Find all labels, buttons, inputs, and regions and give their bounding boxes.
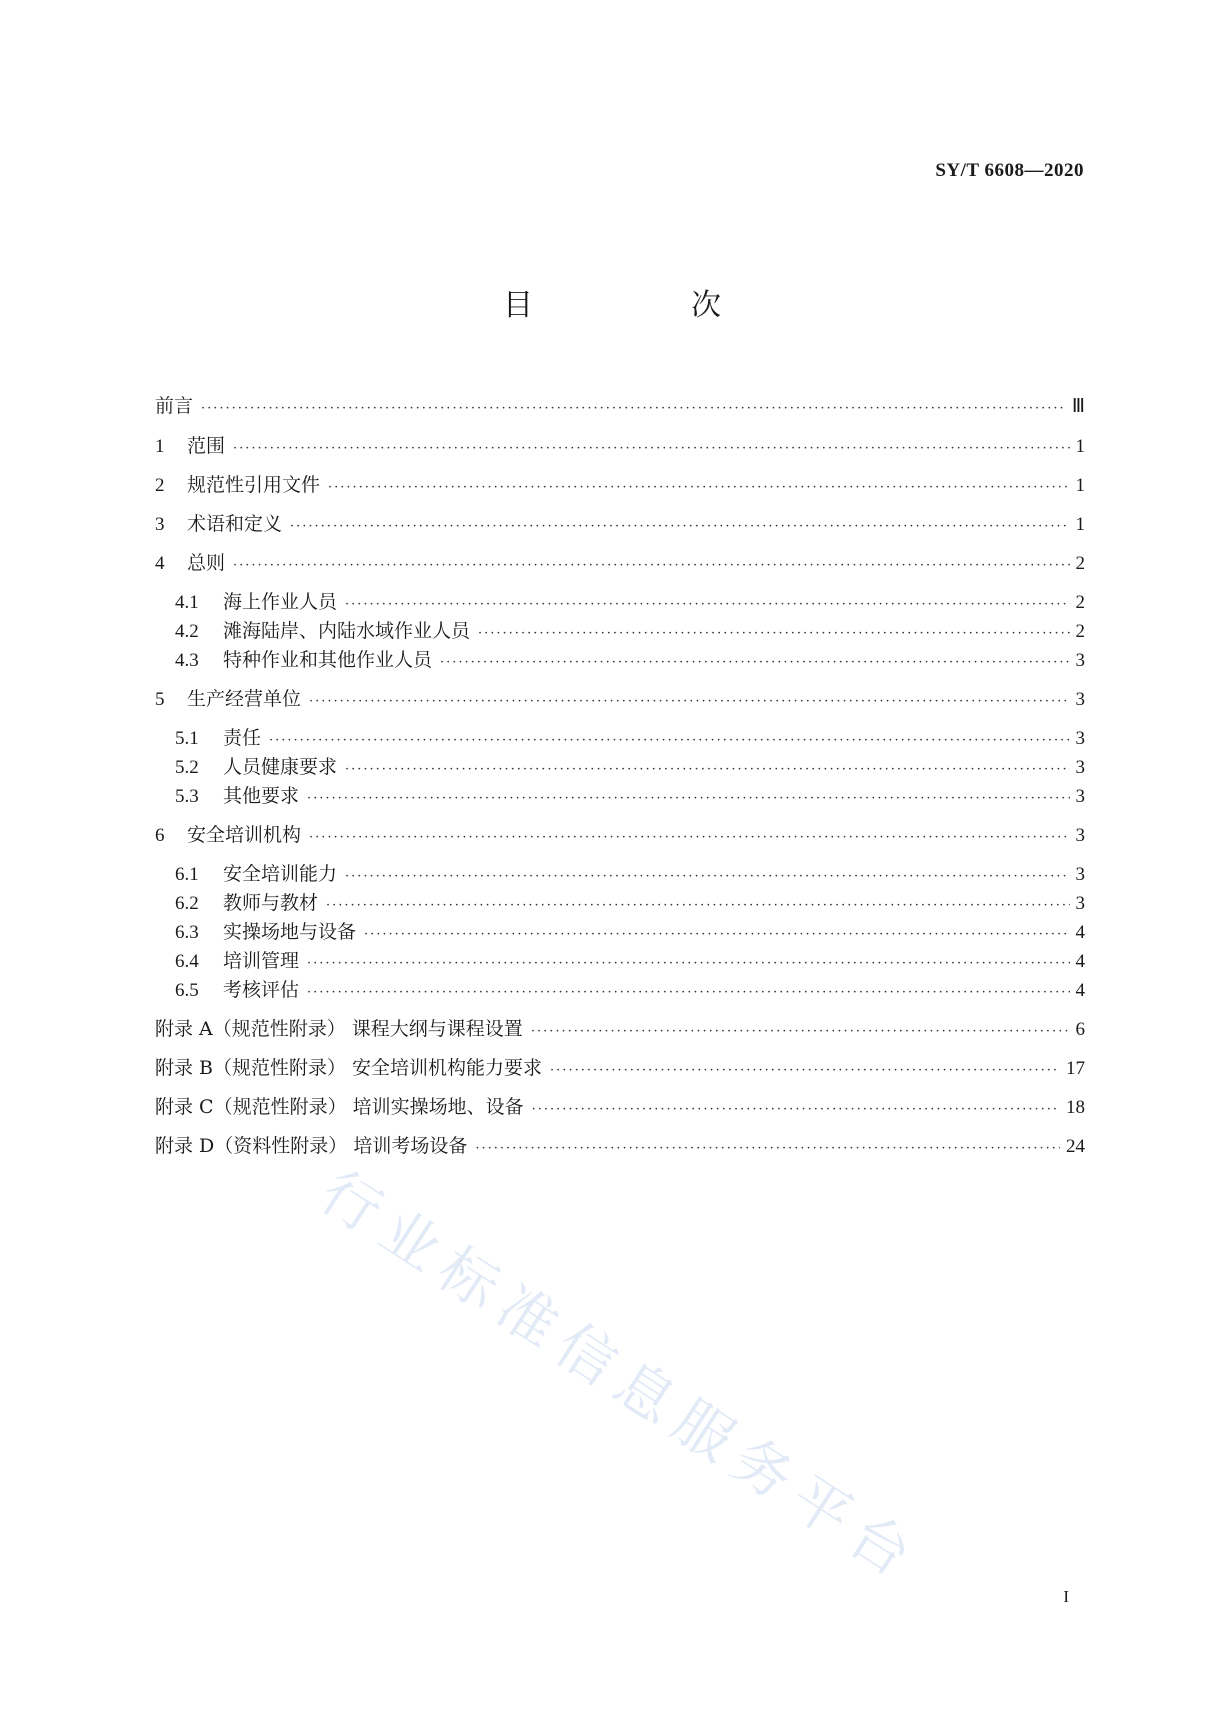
toc-entry-page: 1 — [1075, 475, 1085, 496]
toc-entry-page: 2 — [1075, 592, 1085, 613]
toc-entry-page: 4 — [1075, 951, 1085, 972]
toc-leader-dots — [478, 620, 1069, 648]
toc-entry-page: 4 — [1075, 922, 1085, 943]
toc-entry — [155, 432, 1085, 460]
toc-entry-number: 1 — [155, 436, 165, 457]
toc-entry-number: 6.4 — [175, 951, 199, 972]
toc-leader-dots — [201, 395, 1066, 423]
toc-entry-label: 附录 B（规范性附录） 安全培训机构能力要求 — [155, 1057, 543, 1079]
toc-entry-number: 5 — [155, 689, 165, 710]
toc-entry — [155, 588, 1085, 616]
toc-entry-label: 总则 — [187, 552, 226, 574]
toc-entry-number: 3 — [155, 514, 165, 535]
toc-entry — [155, 889, 1085, 917]
toc-entry-label: 滩海陆岸、内陆水域作业人员 — [223, 620, 471, 642]
toc-entry-page: 24 — [1066, 1136, 1085, 1157]
toc-entry — [155, 1015, 1085, 1043]
toc-leader-dots — [345, 591, 1069, 619]
toc-entry-page: 17 — [1066, 1058, 1085, 1079]
toc-entry-page: 1 — [1075, 436, 1085, 457]
toc-entry-label: 特种作业和其他作业人员 — [223, 649, 433, 671]
toc-entry-label: 范围 — [187, 435, 226, 457]
page-number: I — [1063, 1587, 1069, 1606]
toc-entry-label: 责任 — [223, 727, 262, 749]
toc-entry-page: 3 — [1075, 650, 1085, 671]
toc-entry-page: 3 — [1075, 728, 1085, 749]
toc-entry-page: 18 — [1066, 1097, 1085, 1118]
toc-entry-label: 附录 D（资料性附录） 培训考场设备 — [155, 1135, 468, 1157]
toc-entry — [155, 1054, 1085, 1082]
toc-leader-dots — [532, 1096, 1060, 1124]
standard-code: SY/T 6608—2020 — [935, 160, 1084, 181]
toc-entry — [155, 510, 1085, 538]
toc-entry-page: 3 — [1075, 825, 1085, 846]
toc-leader-dots — [345, 863, 1069, 891]
toc-entry-label: 培训管理 — [223, 950, 300, 972]
toc-entry — [155, 976, 1085, 1004]
toc-entry-page: 3 — [1075, 864, 1085, 885]
toc-entry-page: 3 — [1075, 757, 1085, 778]
toc-leader-dots — [326, 892, 1069, 920]
toc-leader-dots — [475, 1135, 1060, 1163]
toc-entry-label: 其他要求 — [223, 785, 300, 807]
toc-entry-number: 5.1 — [175, 728, 199, 749]
toc-entry-label: 教师与教材 — [223, 892, 319, 914]
toc-leader-dots — [309, 688, 1069, 716]
toc-entry-number: 4.3 — [175, 650, 199, 671]
toc-entry — [155, 860, 1085, 888]
toc-entry-number: 6.1 — [175, 864, 199, 885]
toc-leader-dots — [307, 979, 1069, 1007]
toc-leader-dots — [440, 649, 1069, 677]
watermark: 行业标准信息服务平台 — [308, 1157, 933, 1596]
toc-entry-label: 生产经营单位 — [187, 688, 302, 710]
toc-leader-dots — [307, 950, 1069, 978]
toc-entry-number: 6 — [155, 825, 165, 846]
toc-entry-label: 海上作业人员 — [223, 591, 338, 613]
toc-leader-dots — [309, 824, 1069, 852]
toc-entry-label: 考核评估 — [223, 979, 300, 1001]
toc-entry — [155, 471, 1085, 499]
toc-leader-dots — [328, 474, 1069, 502]
toc-entry-page: 3 — [1075, 689, 1085, 710]
toc-entry-label: 前言 — [155, 395, 194, 417]
toc-leader-dots — [233, 435, 1069, 463]
toc-entry-number: 6.3 — [175, 922, 199, 943]
toc-entry-page: 4 — [1075, 980, 1085, 1001]
toc-entry-number: 4 — [155, 553, 165, 574]
toc-entry — [155, 724, 1085, 752]
toc-leader-dots — [550, 1057, 1060, 1085]
toc-leader-dots — [531, 1018, 1070, 1046]
toc-entry-number: 5.2 — [175, 757, 199, 778]
toc-entry-number: 6.2 — [175, 893, 199, 914]
toc-entry-label: 附录 C（规范性附录） 培训实操场地、设备 — [155, 1096, 524, 1118]
toc-entry — [155, 549, 1085, 577]
toc-entry — [155, 646, 1085, 674]
toc-entry-label: 安全培训能力 — [223, 863, 338, 885]
toc-leader-dots — [269, 727, 1069, 755]
toc-leader-dots — [345, 756, 1069, 784]
page-title: 目 次 — [503, 288, 785, 323]
toc-entry-label: 附录 A（规范性附录） 课程大纲与课程设置 — [155, 1018, 523, 1040]
toc-leader-dots — [233, 552, 1069, 580]
toc-entry-label: 术语和定义 — [187, 513, 283, 535]
toc-entry — [155, 392, 1085, 420]
toc-entry-number: 2 — [155, 475, 165, 496]
toc-entry — [155, 947, 1085, 975]
toc-entry-page: 2 — [1075, 621, 1085, 642]
toc-entry — [155, 918, 1085, 946]
toc-entry-page: 3 — [1075, 786, 1085, 807]
toc-entry — [155, 753, 1085, 781]
toc-entry — [155, 1093, 1085, 1121]
toc-entry-page: 1 — [1075, 514, 1085, 535]
toc-leader-dots — [307, 785, 1069, 813]
toc-entry-number: 5.3 — [175, 786, 199, 807]
toc-entry-page: 3 — [1075, 893, 1085, 914]
toc-entry-number: 4.2 — [175, 621, 199, 642]
toc-leader-dots — [290, 513, 1069, 541]
toc-entry-label: 实操场地与设备 — [223, 921, 357, 943]
toc-entry — [155, 685, 1085, 713]
toc-entry — [155, 782, 1085, 810]
toc-entry-label: 安全培训机构 — [187, 824, 302, 846]
toc-entry-page: Ⅲ — [1071, 396, 1085, 417]
toc-entry-number: 6.5 — [175, 980, 199, 1001]
toc-entry-page: 2 — [1075, 553, 1085, 574]
toc-entry — [155, 821, 1085, 849]
toc-entry-page: 6 — [1075, 1019, 1085, 1040]
toc-entry-number: 4.1 — [175, 592, 199, 613]
toc-entry — [155, 617, 1085, 645]
toc-entry — [155, 1132, 1085, 1160]
toc-leader-dots — [364, 921, 1069, 949]
toc-entry-label: 规范性引用文件 — [187, 474, 321, 496]
toc-entry-label: 人员健康要求 — [223, 756, 338, 778]
